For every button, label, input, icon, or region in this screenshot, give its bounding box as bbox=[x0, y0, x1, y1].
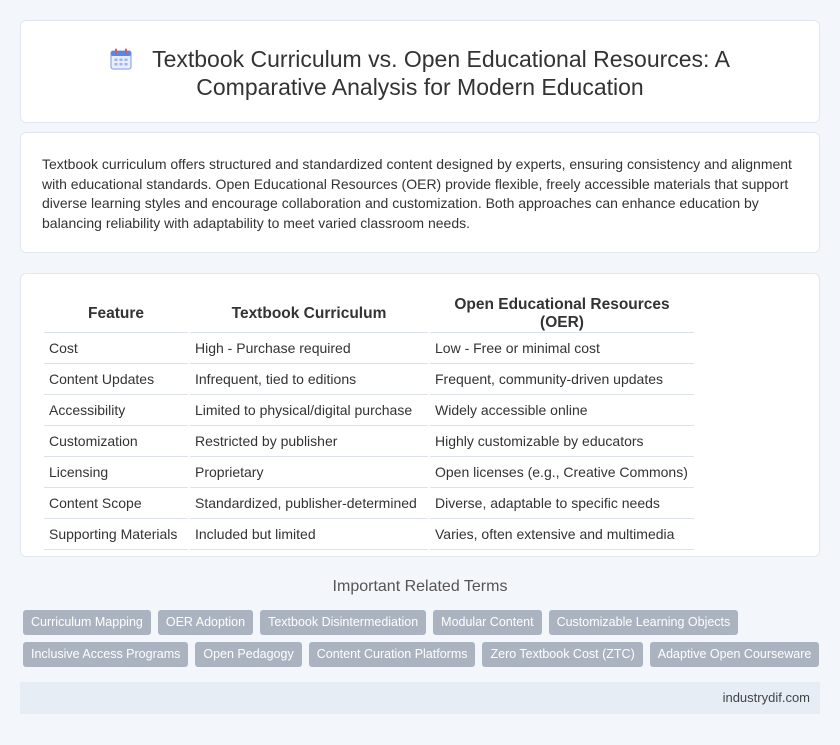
tag-oer-adoption[interactable]: OER Adoption bbox=[158, 610, 253, 635]
feature-cell: Supporting Materials bbox=[44, 519, 188, 550]
feature-cell: Cost bbox=[44, 333, 188, 364]
feature-cell: Content Updates bbox=[44, 364, 188, 395]
tag-customizable-learning-objects[interactable]: Customizable Learning Objects bbox=[549, 610, 739, 635]
table-row bbox=[44, 333, 694, 364]
header-oer: Open Educational Resources (OER) bbox=[430, 296, 694, 333]
tag-zero-textbook-cost[interactable]: Zero Textbook Cost (ZTC) bbox=[482, 642, 642, 667]
tag-modular-content[interactable]: Modular Content bbox=[433, 610, 541, 635]
title-card bbox=[20, 20, 820, 123]
feature-cell: Licensing bbox=[44, 457, 188, 488]
textbook-cell: Proprietary bbox=[190, 457, 428, 488]
table-row bbox=[44, 457, 694, 488]
textbook-cell: Restricted by publisher bbox=[190, 426, 428, 457]
footer bbox=[20, 682, 820, 714]
page-title bbox=[21, 45, 819, 101]
oer-cell: Widely accessible online bbox=[430, 395, 694, 426]
calendar-icon bbox=[110, 48, 132, 70]
textbook-cell: Standardized, publisher-determined bbox=[190, 488, 428, 519]
oer-cell: Diverse, adaptable to specific needs bbox=[430, 488, 694, 519]
table-row bbox=[44, 395, 694, 426]
feature-cell: Customization bbox=[44, 426, 188, 457]
feature-cell: Accessibility bbox=[44, 395, 188, 426]
title-line-2: Comparative Analysis for Modern Education bbox=[196, 74, 644, 100]
textbook-cell: High - Purchase required bbox=[190, 333, 428, 364]
intro-card bbox=[20, 132, 820, 253]
comparison-table bbox=[42, 296, 696, 550]
header-textbook: Textbook Curriculum bbox=[190, 296, 428, 333]
oer-cell: Low - Free or minimal cost bbox=[430, 333, 694, 364]
tag-content-curation-platforms[interactable]: Content Curation Platforms bbox=[309, 642, 476, 667]
oer-cell: Frequent, community-driven updates bbox=[430, 364, 694, 395]
oer-cell: Highly customizable by educators bbox=[430, 426, 694, 457]
comparison-card bbox=[20, 273, 820, 557]
tag-row bbox=[23, 610, 813, 635]
title-line-1: Textbook Curriculum vs. Open Educational Resources: A bbox=[152, 46, 730, 72]
header-feature: Feature bbox=[44, 296, 188, 333]
tag-curriculum-mapping[interactable]: Curriculum Mapping bbox=[23, 610, 151, 635]
textbook-cell: Limited to physical/digital purchase bbox=[190, 395, 428, 426]
related-terms-list bbox=[23, 610, 813, 674]
oer-cell: Open licenses (e.g., Creative Commons) bbox=[430, 457, 694, 488]
table-row bbox=[44, 364, 694, 395]
textbook-cell: Infrequent, tied to editions bbox=[190, 364, 428, 395]
table-row bbox=[44, 519, 694, 550]
tag-open-pedagogy[interactable]: Open Pedagogy bbox=[195, 642, 301, 667]
tag-adaptive-open-courseware[interactable]: Adaptive Open Courseware bbox=[650, 642, 820, 667]
table-row bbox=[44, 488, 694, 519]
related-terms-heading: Important Related Terms bbox=[332, 578, 508, 595]
tag-inclusive-access-programs[interactable]: Inclusive Access Programs bbox=[23, 642, 188, 667]
tag-textbook-disintermediation[interactable]: Textbook Disintermediation bbox=[260, 610, 426, 635]
feature-cell: Content Scope bbox=[44, 488, 188, 519]
table-header-row bbox=[44, 296, 694, 333]
tag-row bbox=[23, 642, 813, 667]
intro-paragraph: Textbook curriculum offers structured and standardized content designed by experts, ensuring consistency and alignment with educational standards. Open Educational Resources (OER) provide flexible, freely accessible materials that support diverse learning styles and encourage collaboration and customization. Both approaches can enhance education by balancing reliability with adaptability to meet varied classroom needs. bbox=[42, 156, 792, 231]
oer-cell: Varies, often extensive and multimedia bbox=[430, 519, 694, 550]
footer-site-link[interactable]: industrydif.com bbox=[722, 690, 810, 705]
textbook-cell: Included but limited bbox=[190, 519, 428, 550]
table-row bbox=[44, 426, 694, 457]
